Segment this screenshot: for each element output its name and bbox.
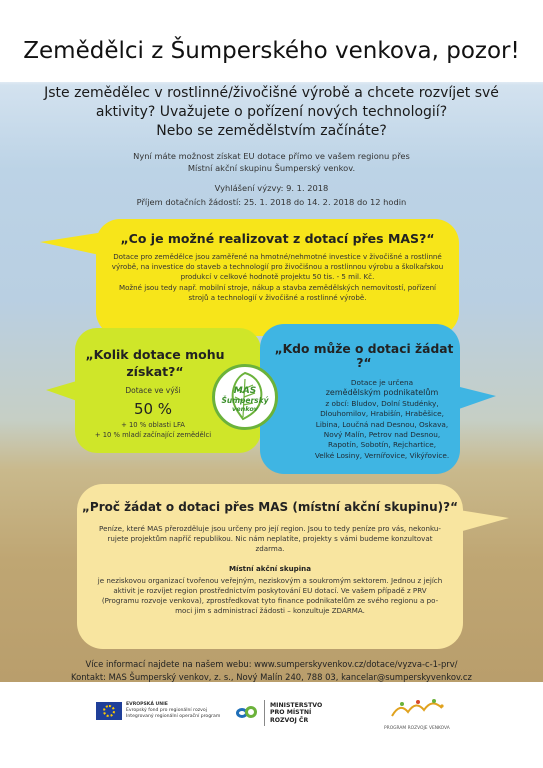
who-line: Dotace je určena xyxy=(350,378,414,387)
eu-flag-icon xyxy=(96,702,122,720)
who-line: zemědělským podnikatelům xyxy=(325,388,439,398)
mas-logo-line: MAS xyxy=(233,386,257,396)
why-mas-heading: „Proč žádat o dotaci přes MAS (místní akční skupinu)?“ xyxy=(82,500,458,514)
ministry-line: PRO MÍSTNÍ xyxy=(270,709,312,717)
intro-question xyxy=(40,84,503,141)
who-can-apply-text xyxy=(260,378,460,461)
web-link[interactable]: Více informací najdete na našem webu: www.sumperskyvenkov.cz/dotace/vyzva-c-1-prv/ xyxy=(85,659,458,669)
intro-line-3: Nebo se zemědělstvím začínáte? xyxy=(156,123,387,139)
eu-text-line: EVROPSKÁ UNIE xyxy=(126,702,168,707)
prv-logo-icon xyxy=(390,696,450,720)
how-much-heading-line: „Kolik dotace mohu xyxy=(85,347,225,362)
info-line-1: Nyní máte možnost získat EU dotace přímo ve vašem regionu přes xyxy=(133,151,410,161)
who-can-apply-bubble xyxy=(260,324,460,474)
what-can-be-funded-heading: „Co je možné realizovat z dotací přes MAS?“ xyxy=(120,231,435,246)
yellow-text-line: produkcí v celkové hodnotě projektu 50 tis. - 5 mil. Kč. xyxy=(180,272,375,282)
eu-text-line: Evropský fond pro regionální rozvoj xyxy=(126,708,207,713)
who-line: Rapotín, Sobotín, Rejchartice, xyxy=(327,440,437,450)
footer-logos xyxy=(0,682,543,768)
how-much-heading-line: získat?“ xyxy=(126,364,184,379)
yellow-text-line: výrobě, na investice do staveb a technologií pro živočišnou a rostlinnou výrobu a školkařskou xyxy=(111,262,444,272)
deadline-date: Příjem dotačních žádostí: 25. 1. 2018 do 14. 2. 2018 do 12 hodin xyxy=(136,197,407,207)
page-title: Zemědělci z Šumperského venkova, pozor! xyxy=(23,38,520,64)
who-can-apply-heading: „Kdo může o dotaci žádat ?“ xyxy=(274,342,454,370)
who-line: z obcí: Bludov, Dolní Studénky, xyxy=(325,398,439,408)
subsidy-extra-2: + 10 % mladí začínající zemědělci xyxy=(94,430,212,439)
info-text xyxy=(60,150,483,174)
who-line: Nový Malín, Petrov nad Desnou, xyxy=(323,430,441,440)
announce-date: Vyhlášení výzvy: 9. 1. 2018 xyxy=(214,183,329,193)
mas-description xyxy=(77,576,463,617)
beige-text-line: zdarma. xyxy=(255,544,285,554)
dates xyxy=(60,182,483,208)
yellow-bubble-tail xyxy=(40,232,104,256)
ministry-text xyxy=(270,702,322,724)
who-line: Velké Losiny, Vernířovice, Vikýřovice. xyxy=(314,450,450,460)
prv-text: PROGRAM ROZVOJE VENKOVA xyxy=(384,726,450,731)
yellow-text-line: strojů a technologií v živočišné a rostlinné výrobě. xyxy=(188,292,367,302)
intro-line-1: Jste zemědělec v rostlinné/živočišné výrobě a chcete rozvíjet své xyxy=(44,85,499,101)
irop-logo-icon xyxy=(236,704,258,720)
contact-address: Kontakt: MAS Šumperský venkov, z. s., Nový Malín 240, 788 03, kancelar@sumperskyvenkov.cz xyxy=(71,672,472,682)
who-line: Libina, Loučná nad Desnou, Oskava, xyxy=(315,419,449,429)
what-can-be-funded-text xyxy=(96,252,459,303)
contact-info xyxy=(0,658,543,684)
beige-text-line: je neziskovou organizací tvořenou veřejným, neziskovým a soukromým sektorem. Jednou z jejích xyxy=(97,575,443,585)
subsidy-label: Dotace ve výši xyxy=(125,386,181,395)
mas-logo xyxy=(212,364,278,430)
eu-text xyxy=(126,702,220,720)
beige-text-line: aktivit je rozvíjet region prostřednictvím poskytování EU dotací. Ve vašem případě z PRV xyxy=(113,586,427,596)
why-mas-text xyxy=(77,524,463,555)
beige-text-line: rujete projektům napříč republikou. Nic nám neplatíte, projekty s vámi budeme konzultovat xyxy=(107,534,433,544)
intro-line-2: aktivity? Uvažujete o pořízení nových technologií? xyxy=(95,104,448,120)
ministry-line: ROZVOJ ČR xyxy=(270,716,309,724)
yellow-text-line: Možné jsou tedy např. mobilní stroje, nákup a stavba zemědělských nemovitostí, pořízení xyxy=(118,282,437,292)
beige-bubble-tail xyxy=(459,510,509,532)
why-mas-bubble xyxy=(77,484,463,649)
who-line: Dlouhomilov, Hrabišín, Hraběšice, xyxy=(320,409,444,419)
beige-text-line: moci jim s administrací žádosti – konzultuje ZDARMA. xyxy=(175,606,365,616)
info-line-2: Místní akční skupinu Šumperský venkov. xyxy=(187,163,356,173)
beige-text-line: (Programu rozvoje venkova), zprostředkovat tyto finance podnikatelům ze svého regionu a po- xyxy=(101,596,439,606)
subsidy-value: 50 % xyxy=(133,400,173,419)
ministry-divider xyxy=(264,700,265,726)
mas-logo-line: Šumperský xyxy=(221,396,269,405)
beige-text-line: Peníze, které MAS přerozděluje jsou určeny pro její region. Jsou to tedy peníze pro vás, nekonku- xyxy=(99,524,441,533)
mas-subheading: Místní akční skupina xyxy=(228,563,312,573)
ministry-line: MINISTERSTVO xyxy=(270,702,323,709)
eu-text-line: Integrovaný regionální operační program xyxy=(126,714,221,719)
mas-logo-text xyxy=(215,387,275,414)
subsidy-extra-1: + 10 % oblasti LFA xyxy=(121,421,185,430)
what-can-be-funded-bubble xyxy=(96,219,459,336)
yellow-text-line: Dotace pro zemědělce jsou zaměřené na hmotné/nehmotné investice v živočišné a rostlinné xyxy=(113,252,442,261)
mas-logo-line: venkov xyxy=(231,405,259,413)
blue-bubble-tail xyxy=(456,386,496,410)
